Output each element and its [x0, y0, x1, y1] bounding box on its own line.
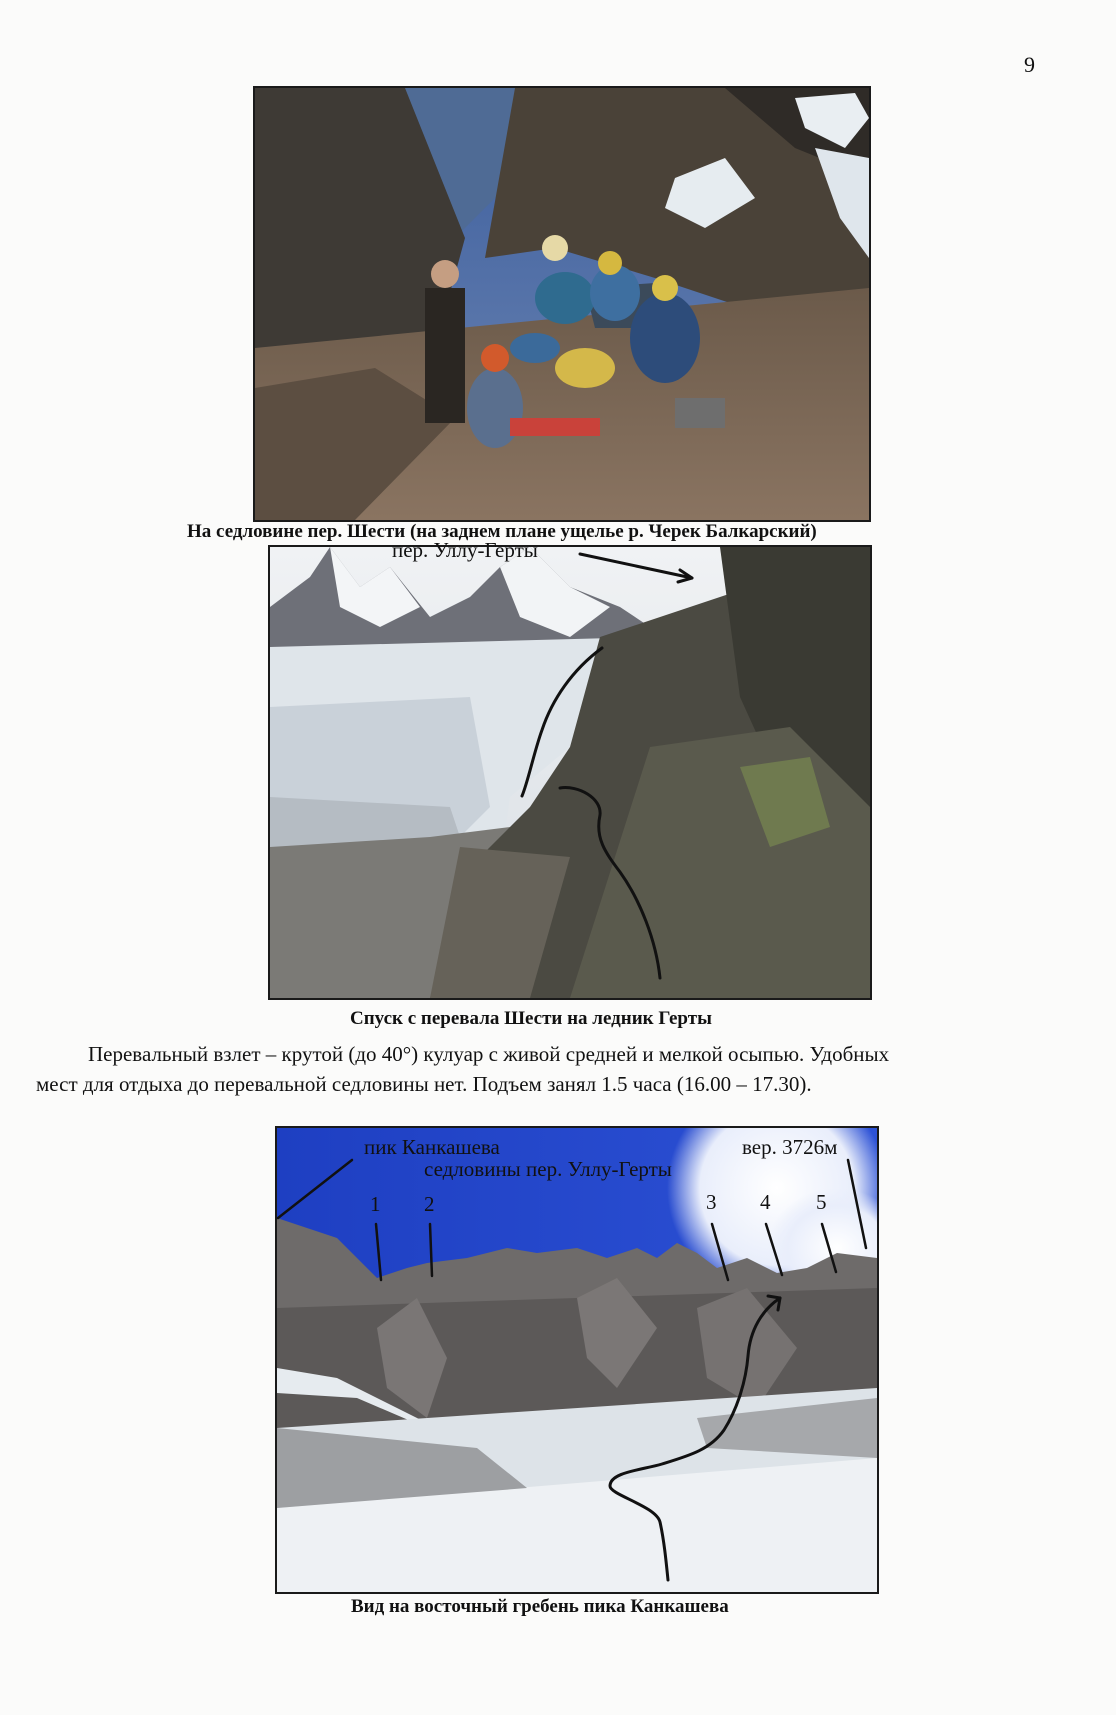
page-number: 9	[1024, 52, 1035, 77]
marker-1-line	[376, 1224, 381, 1280]
marker-4-line	[766, 1224, 782, 1275]
peak-label-kankasheva: пик Канкашева	[364, 1135, 500, 1159]
marker-3-line	[712, 1224, 728, 1280]
pass-label-ullu-gerty: пер. Уллу-Герты	[392, 538, 538, 562]
summit-pointer-line	[848, 1160, 866, 1248]
marker-2-line	[430, 1224, 432, 1276]
route-line-ascent	[610, 1298, 780, 1580]
marker-2: 2	[424, 1192, 435, 1216]
marker-5-line	[822, 1224, 836, 1272]
saddles-label-ullu-gerty: седловины пер. Уллу-Герты	[424, 1157, 672, 1181]
body-paragraph-line-1: Перевальный взлет – крутой (до 40°) кулуар с живой средней и мелкой осыпью. Удобных	[88, 1042, 890, 1066]
body-paragraph-line-2: мест для отдыха до перевальной седловины нет. Подъем занял 1.5 часа (16.00 – 17.30).	[36, 1072, 812, 1096]
pass-arrow-line	[580, 554, 692, 578]
photo-group-on-saddle	[253, 86, 871, 522]
route-line-upper	[522, 648, 602, 796]
peak-pointer-line	[278, 1160, 352, 1218]
figure3-caption: Вид на восточный гребень пика Канкашева	[351, 1596, 729, 1617]
marker-3: 3	[706, 1190, 717, 1214]
marker-1: 1	[370, 1192, 381, 1216]
summit-label-3726: вер. 3726м	[742, 1135, 838, 1159]
figure1-caption: На седловине пер. Шести (на заднем плане ущелье р. Черек Балкарский)	[187, 521, 817, 542]
figure2-caption: Спуск с перевала Шести на ледник Герты	[350, 1008, 712, 1029]
route-line-lower	[560, 788, 660, 978]
marker-5: 5	[816, 1190, 827, 1214]
marker-4: 4	[760, 1190, 771, 1214]
